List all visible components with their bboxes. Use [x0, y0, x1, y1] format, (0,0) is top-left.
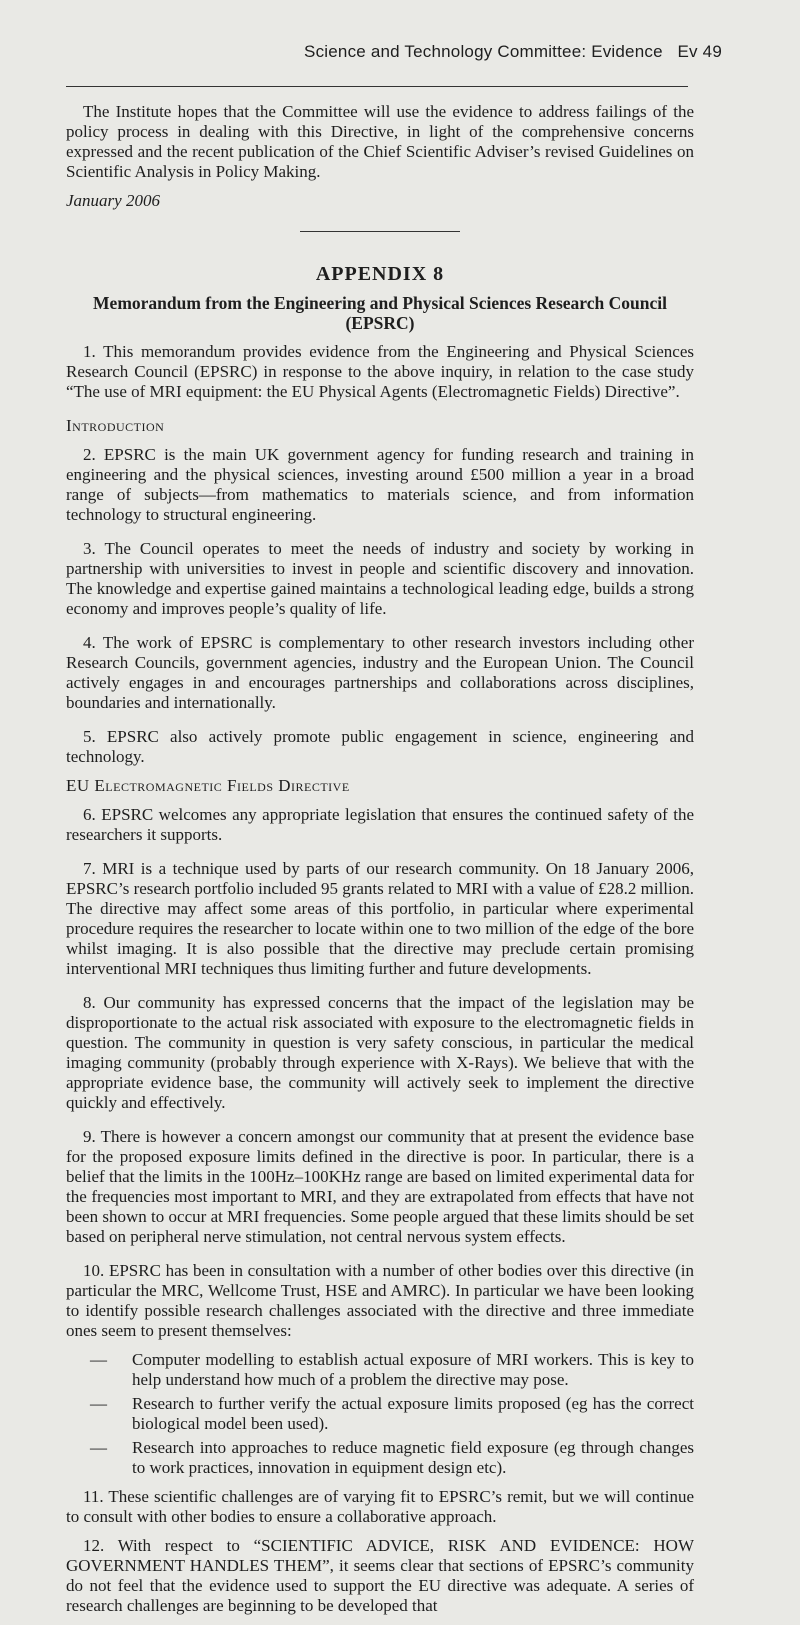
paragraph-10: 10. EPSRC has been in consultation with a number of other bodies over this directive (in particular the MRC, Wellcome Trust, HSE and AMRC). In particular we have been looking to identify possible research challenges associated with the directive and three immediate ones seem to present themselves: — [66, 1261, 694, 1340]
dash-marker: — — [90, 1394, 107, 1413]
paragraph-11: 11. These scientific challenges are of varying fit to EPSRC’s remit, but we will continue to consult with other bodies to ensure a collaborative approach. — [66, 1487, 694, 1526]
paragraph-8: 8. Our community has expressed concerns that the impact of the legislation may be disproportionate to the actual risk associated with exposure to the electromagnetic fields in question. The community in question is very safety conscious, in particular the medical imaging community (probably through experience with X-Rays). We believe that with the appropriate evidence base, the community will actively seek to implement the directive quickly and effectively. — [66, 993, 694, 1112]
list-item-text: Computer modelling to establish actual exposure of MRI workers. This is key to help understand how much of a problem the directive may pose. — [132, 1350, 694, 1389]
paragraph-1: 1. This memorandum provides evidence from the Engineering and Physical Sciences Research Council (EPSRC) in response to the above inquiry, in relation to the case study “The use of MRI equipment: the EU Physical Agents (Electromagnetic Fields) Directive”. — [66, 342, 694, 401]
section-heading-emf-directive: EU Electromagnetic Fields Directive — [66, 776, 350, 795]
paragraph-2: 2. EPSRC is the main UK government agency for funding research and training in engineering and the physical sciences, investing around £500 million a year in a broad range of subjects—from mathematics to materials science, and from information technology to structural engineering. — [66, 445, 694, 524]
section-heading-introduction: Introduction — [66, 416, 165, 435]
research-challenges-list — [66, 1350, 694, 1478]
list-item-text: Research to further verify the actual exposure limits proposed (eg has the correct biological model been used). — [132, 1394, 694, 1433]
paragraph-3: 3. The Council operates to meet the needs of industry and society by working in partnership with universities to invest in people and scientific discovery and innovation. The knowledge and expertise gained maintains a technological leading edge, builds a strong economy and improves people’s quality of life. — [66, 539, 694, 618]
running-title: Science and Technology Committee: Evidence — [304, 42, 663, 61]
paragraph-5: 5. EPSRC also actively promote public engagement in science, engineering and technology. — [66, 727, 694, 766]
memorandum-title: Memorandum from the Engineering and Physical Sciences Research Council (EPSRC) — [93, 293, 667, 333]
paragraph-9: 9. There is however a concern amongst our community that at present the evidence base for the proposed exposure limits defined in the directive is poor. In particular, there is a belief that the limits in the 100Hz–100KHz range are based on limited experimental data for the frequencies most important to MRI, and they are extrapolated from effects that have not been shown to occur at MRI frequencies. Some people argued that these limits should be set based on peripheral nerve stimulation, not central nervous system effects. — [66, 1127, 694, 1246]
closing-paragraph: The Institute hopes that the Committee will use the evidence to address failings of the policy process in dealing with this Directive, in light of the comprehensive concerns expressed and the recent publication of the Chief Scientific Adviser’s revised Guidelines on Scientific Analysis in Policy Making. — [66, 102, 694, 181]
list-item — [66, 1350, 694, 1390]
appendix-label: APPENDIX 8 — [315, 263, 445, 285]
header-rule — [66, 86, 688, 87]
page-number: Ev 49 — [677, 42, 722, 61]
paragraph-12: 12. With respect to “SCIENTIFIC ADVICE, RISK AND EVIDENCE: HOW GOVERNMENT HANDLES THEM”, it seems clear that sections of EPSRC’s community do not feel that the evidence used to support the EU directive was adequate. A series of research challenges are beginning to be developed that — [66, 1536, 694, 1615]
running-header — [304, 42, 722, 62]
document-body — [66, 102, 694, 1625]
section-divider — [300, 231, 460, 232]
paragraph-4: 4. The work of EPSRC is complementary to other research investors including other Research Councils, government agencies, industry and the European Union. The Council actively engages in and encourages partnerships and collaborations across disciplines, boundaries and internationally. — [66, 633, 694, 712]
dash-marker: — — [90, 1438, 107, 1457]
paragraph-6: 6. EPSRC welcomes any appropriate legislation that ensures the continued safety of the researchers it supports. — [66, 805, 694, 844]
paragraph-7: 7. MRI is a technique used by parts of our research community. On 18 January 2006, EPSRC’s research portfolio included 95 grants related to MRI with a value of £28.2 million. The directive may affect some areas of this portfolio, in particular where experimental procedure requires the researcher to locate within one to two million of the edge of the bore whilst imaging. It is also possible that the directive may preclude certain promising interventional MRI techniques thus limiting further and future developments. — [66, 859, 694, 978]
dateline: January 2006 — [66, 191, 160, 210]
list-item — [66, 1438, 694, 1478]
list-item — [66, 1394, 694, 1434]
list-item-text: Research into approaches to reduce magnetic field exposure (eg through changes to work practices, innovation in equipment design etc). — [132, 1438, 694, 1477]
dash-marker: — — [90, 1350, 107, 1369]
